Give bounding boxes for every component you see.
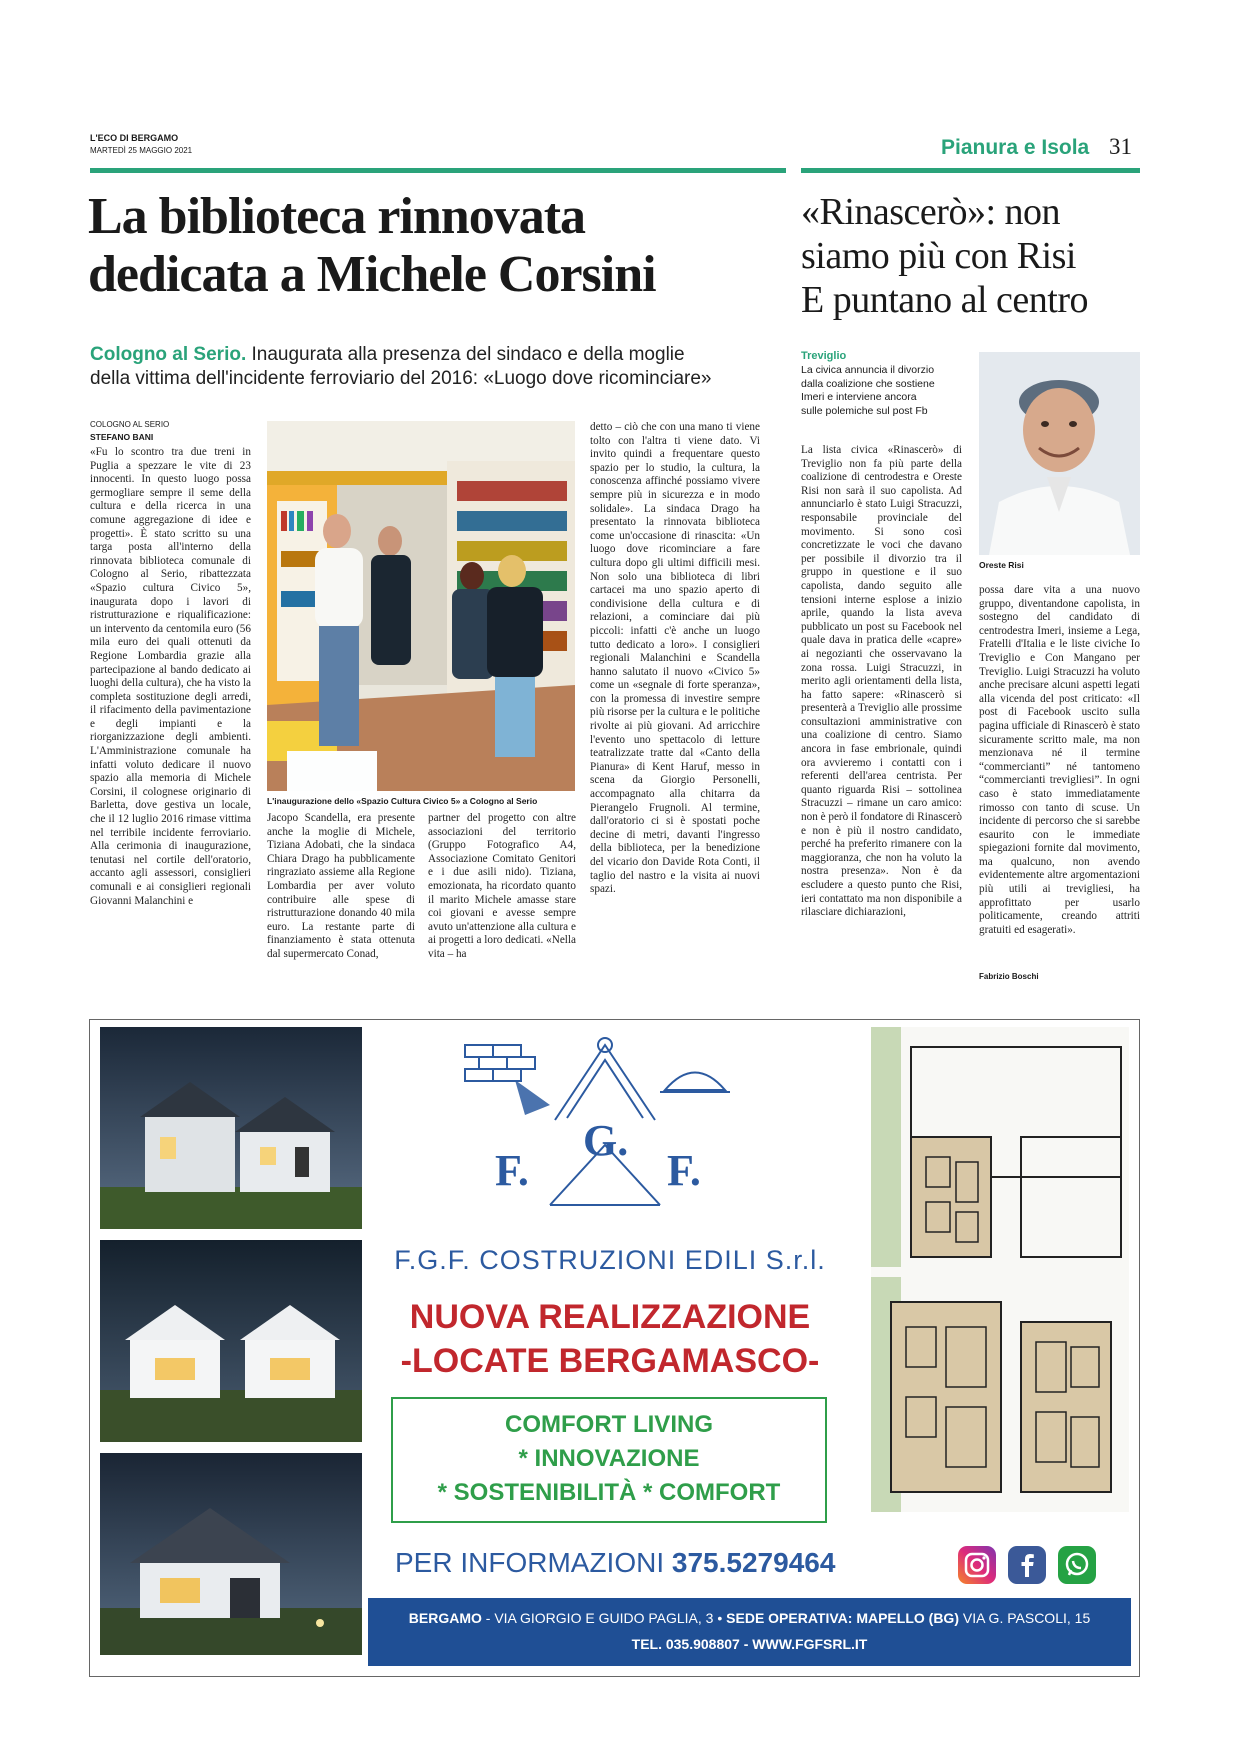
main-kicker: Cologno al Serio. [90, 344, 247, 365]
ad-feature-box [391, 1397, 827, 1523]
fgf-logo [455, 1030, 755, 1230]
ad-footer-line1 [368, 1610, 1131, 1626]
library-scene-illustration [267, 421, 575, 791]
helmet-icon [665, 1073, 725, 1091]
side-signature: Fabrizio Boschi [979, 972, 1039, 981]
main-headline-line1: La biblioteca rinnovata [88, 188, 586, 245]
main-col3 [428, 812, 576, 982]
render-photo-2 [100, 1240, 362, 1442]
floor-plan-drawing [871, 1027, 1129, 1512]
side-col1 [801, 444, 962, 982]
side-summary-line3: Imeri e interviene ancora [801, 391, 917, 403]
side-headline-line1: «Rinascerò»: non [801, 191, 1061, 233]
ad-feature-line2: * INNOVAZIONE [518, 1445, 700, 1472]
ad-footer-city: BERGAMO [408, 1610, 482, 1626]
main-col4 [590, 421, 760, 982]
side-kicker: Treviglio [801, 350, 847, 362]
side-headline-line2: siamo più con Risi [801, 235, 1076, 277]
side-summary [801, 364, 961, 418]
logo-letter-2: G. [583, 1116, 629, 1165]
ad-headline-1: NUOVA REALIZZAZIONE [409, 1298, 811, 1336]
paper-name: L'ECO DI BERGAMO [90, 133, 179, 143]
issue-date: MARTEDÌ 25 MAGGIO 2021 [90, 146, 193, 155]
side-summary-line2: dalla coalizione che sostiene [801, 377, 935, 390]
main-subhead [90, 343, 790, 391]
side-col2-text: possa dare vita a una nuovo gruppo, diventandone capolista, in sostegno del candidato di centrodestra Imeri, insieme a Lega, Fratelli d'Italia e le liste civiche Io Treviglio e Con Mangano per Treviglio. Luigi Stracuzzi ha voluto anche precisare alcuni aspetti legati alla vicenda del post criticato: «Il post di Facebook uscito sulla pagina ufficiale di Rinascerò è stato sicuramente scritto male, ma non menzionava né il termine “commercianti” né tantomeno “commercianti trevigliesi”. In ogni caso è stato immediatamente rimosso con tanto di scuse. Un incidente di percorso che si sarebbe esaurito con le immediate spiegazioni fornite dal movimento, ma qualcuno, non avendo evidentemente altre argomentazioni più utili ai trevigliesi, ha approfittato per usarlo politicamente, creando attriti gratuiti ed esagerati». [979, 584, 1140, 936]
ad-footer-operativa: SEDE OPERATIVA: MAPELLO (BG) [726, 1610, 959, 1626]
whatsapp-icon[interactable] [1058, 1546, 1096, 1584]
section-name: Pianura e Isola [941, 136, 1090, 159]
main-headline [88, 188, 656, 304]
main-dateline: COLOGNO AL SERIO [90, 420, 170, 429]
ad-footer-line2: TEL. 035.908807 - WWW.FGFSRL.IT [631, 1636, 868, 1652]
side-col2 [979, 584, 1140, 969]
side-summary-line1: La civica annuncia il divorzio [801, 364, 935, 376]
facebook-icon[interactable] [1008, 1546, 1046, 1584]
main-byline: STEFANO BANI [90, 432, 154, 442]
house-render-2 [100, 1240, 362, 1442]
instagram-icon[interactable] [958, 1546, 996, 1584]
main-col3-text: partner del progetto con altre associazioni del territorio (Gruppo Fotografico A4, Associazione Comitato Genitori e i due asili nido). Tiziana, emozionata, ha ricordato quanto il marito Michele amasse stare coi giovani e avesse sempre avuto un'attenzione alla cultura e ai progetti a loro dedicati. «Nella vita – ha [428, 812, 576, 960]
brick-wall-icon [465, 1045, 535, 1081]
side-headline-line3: E puntano al centro [801, 279, 1089, 321]
portrait-caption: Oreste Risi [979, 560, 1024, 570]
ad-feature-line3: * SOSTENIBILITÀ * COMFORT [437, 1479, 781, 1506]
house-render-1 [100, 1027, 362, 1229]
side-col1-text: La lista civica «Rinascerò» di Treviglio non fa più parte della coalizione di centrodestra e Oreste Risi non sarà il suo capolista. Ad annunciarlo è stato Luigi Stracuzzi, responsabile provinciale del movimento. Si sono così concretizzate le voci che davano per possibile il divorzio tra il gruppo in questione e il suo capolista, dando seguito alle tensioni interne esplose a inizio aprile, quando la lista aveva pubblicato un post su Facebook nel quale dava in pratica delle «capre» ai negozianti che osservavano la zona rossa. Luigi Stracuzzi, in merito agli orientamenti della lista, ha fatto sapere: «Rinascerò si presenterà a Treviglio alle prossime consultazioni amministrative con una coalizione di centro. Siamo ancora in fase embrionale, quindi ora avvieremo i contatti con i referenti dell'area centrista. Per quanto riguarda Risi – sottolinea Stracuzzi – rimane un caro amico: non è però il fondatore di Rinascerò e non è più il nostro candidato, perché ha preferito rimanere con la maggioranza, che non ha voluto la nostra presenza». Non è da escludere a questo punto che Risi, ieri contattato ma non disponibile a rilasciare dichiarazioni, [801, 444, 962, 919]
library-photo [267, 421, 575, 791]
side-headline [801, 190, 1088, 322]
ad-headline-2: -LOCATE BERGAMASCO- [400, 1342, 820, 1380]
logo-letter-1: F. [495, 1146, 529, 1195]
main-subhead-line2: della vittima dell'incidente ferroviario del 2016: «Luogo dove ricominciare» [90, 368, 712, 389]
ad-info-row [395, 1547, 955, 1579]
render-photo-3 [100, 1453, 362, 1655]
right-header-rule [801, 168, 1140, 173]
portrait-photo [979, 352, 1140, 555]
social-icons [958, 1546, 1103, 1586]
main-col2 [267, 812, 415, 982]
main-col2-text: Jacopo Scandella, era presente anche la moglie di Michele, Tiziana Adobati, che la sindaca Chiara Drago ha pubblicamente ringraziato assieme alla Regione Lombardia per aver voluto contribuire alle spese di ristrutturazione donando 40 mila euro. La restante parte di finanziamento è stata ottenuta dal supermercato Conad, [267, 812, 415, 960]
main-headline-line2: dedicata a Michele Corsini [88, 246, 656, 303]
ad-info-label: PER INFORMAZIONI [395, 1547, 665, 1578]
main-col1-text: «Fu lo scontro tra due treni in Puglia a spezzare le vite di 23 innocenti. In questo luogo possa germogliare sempre il seme della cultura e della ricerca in una comune aggregazione di idee e progetti». È stato scritto su una targa posta all'interno della rinnovata biblioteca comunale di Cologno al Serio, ribattezzata «Spazio cultura Civico 5», inaugurata dopo i lavori di ristrutturazione e riqualificazione: un intervento da centomila euro (56 mila euro dei quali ottenuti da Regione Lombardia grazie alla partecipazione al bando dedicato ai luoghi della cultura), che ha visto la completa sostituzione degli arredi, il rifacimento della pavimentazione e degli impianti e la riorganizzazione degli ambienti. L'Amministrazione comunale ha infatti voluto dedicare il nuovo spazio alla memoria di Michele Corsini, il colognese originario di Barletta, dove gestiva un locale, che il 12 luglio 2016 rimase vittima nel terribile incidente ferroviario. Alla cerimonia di inaugurazione, tenutasi nel cortile dell'oratorio, accanto agli assessori, consiglieri comunali e ai consiglieri regionali Giovanni Malanchini e [90, 446, 251, 907]
main-col1 [90, 446, 251, 981]
page-number: 31 [1109, 134, 1132, 159]
ad-company-name: F.G.F. COSTRUZIONI EDILI S.r.l. [394, 1245, 826, 1275]
ad-footer-address2: VIA G. PASCOLI, 15 [958, 1610, 1091, 1626]
portrait-illustration [979, 352, 1140, 555]
main-subhead-rest: Inaugurata alla presenza del sindaco e della moglie [246, 344, 685, 365]
ad-phone: 375.5279464 [671, 1547, 836, 1578]
main-col4-text: detto – ciò che con una mano ti viene tolto con l'altra ti viene dato. Vi invito quindi a frequentare questo spazio per lo studio, la cultura, la conoscenza affinché possiamo vivere sempre più in sicurezza e in modo solidale». La sindaca Drago ha presentato la rinnovata biblioteca come un'occasione di rinascita: «Un luogo dove ricominciare a fare cultura dopo gli ultimi difficili mesi. Non solo una biblioteca di libri cartacei ma uno spazio aperto di condivisione della cultura e di relazioni, a cominciare dai più piccoli: infatti c'è anche un luogo tutto dedicato a loro». I consiglieri regionali Malanchini e Scandella hanno salutato il nuovo «Civico 5» come un «segnale di forte speranza», con la promessa di investire sempre più risorse per la cultura e le politiche rivolte ai più giovani. Ad arricchire l'evento uno spettacolo di letture teatralizzate tratte dal «Canto della Pianura» di Kent Haruf, messo in scena da Giorgio Personelli, accompagnato alla chitarra da Pierangelo Frugnoli. Al termine, dall'oratorio ci si è spostati poche decine di metri, davanti l'ingresso della biblioteca, per la benedizione del vicario don Davide Rota Conti, il taglio del nastro e la visita ai nuovi spazi. [590, 421, 760, 896]
ad-feature-line1: COMFORT LIVING [505, 1411, 713, 1438]
left-header-rule [90, 168, 786, 173]
library-photo-caption: L'inaugurazione dello «Spazio Cultura Civico 5» a Cologno al Serio [267, 796, 538, 806]
render-photo-1 [100, 1027, 362, 1229]
side-summary-line4: sulle polemiche sul post Fb [801, 404, 928, 417]
ad-footer-address: - VIA GIORGIO E GUIDO PAGLIA, 3 • [481, 1610, 727, 1626]
logo-letter-3: F. [667, 1146, 701, 1195]
floor-plans [871, 1027, 1129, 1512]
house-render-3 [100, 1453, 362, 1655]
ad-footer-bar [368, 1598, 1131, 1666]
